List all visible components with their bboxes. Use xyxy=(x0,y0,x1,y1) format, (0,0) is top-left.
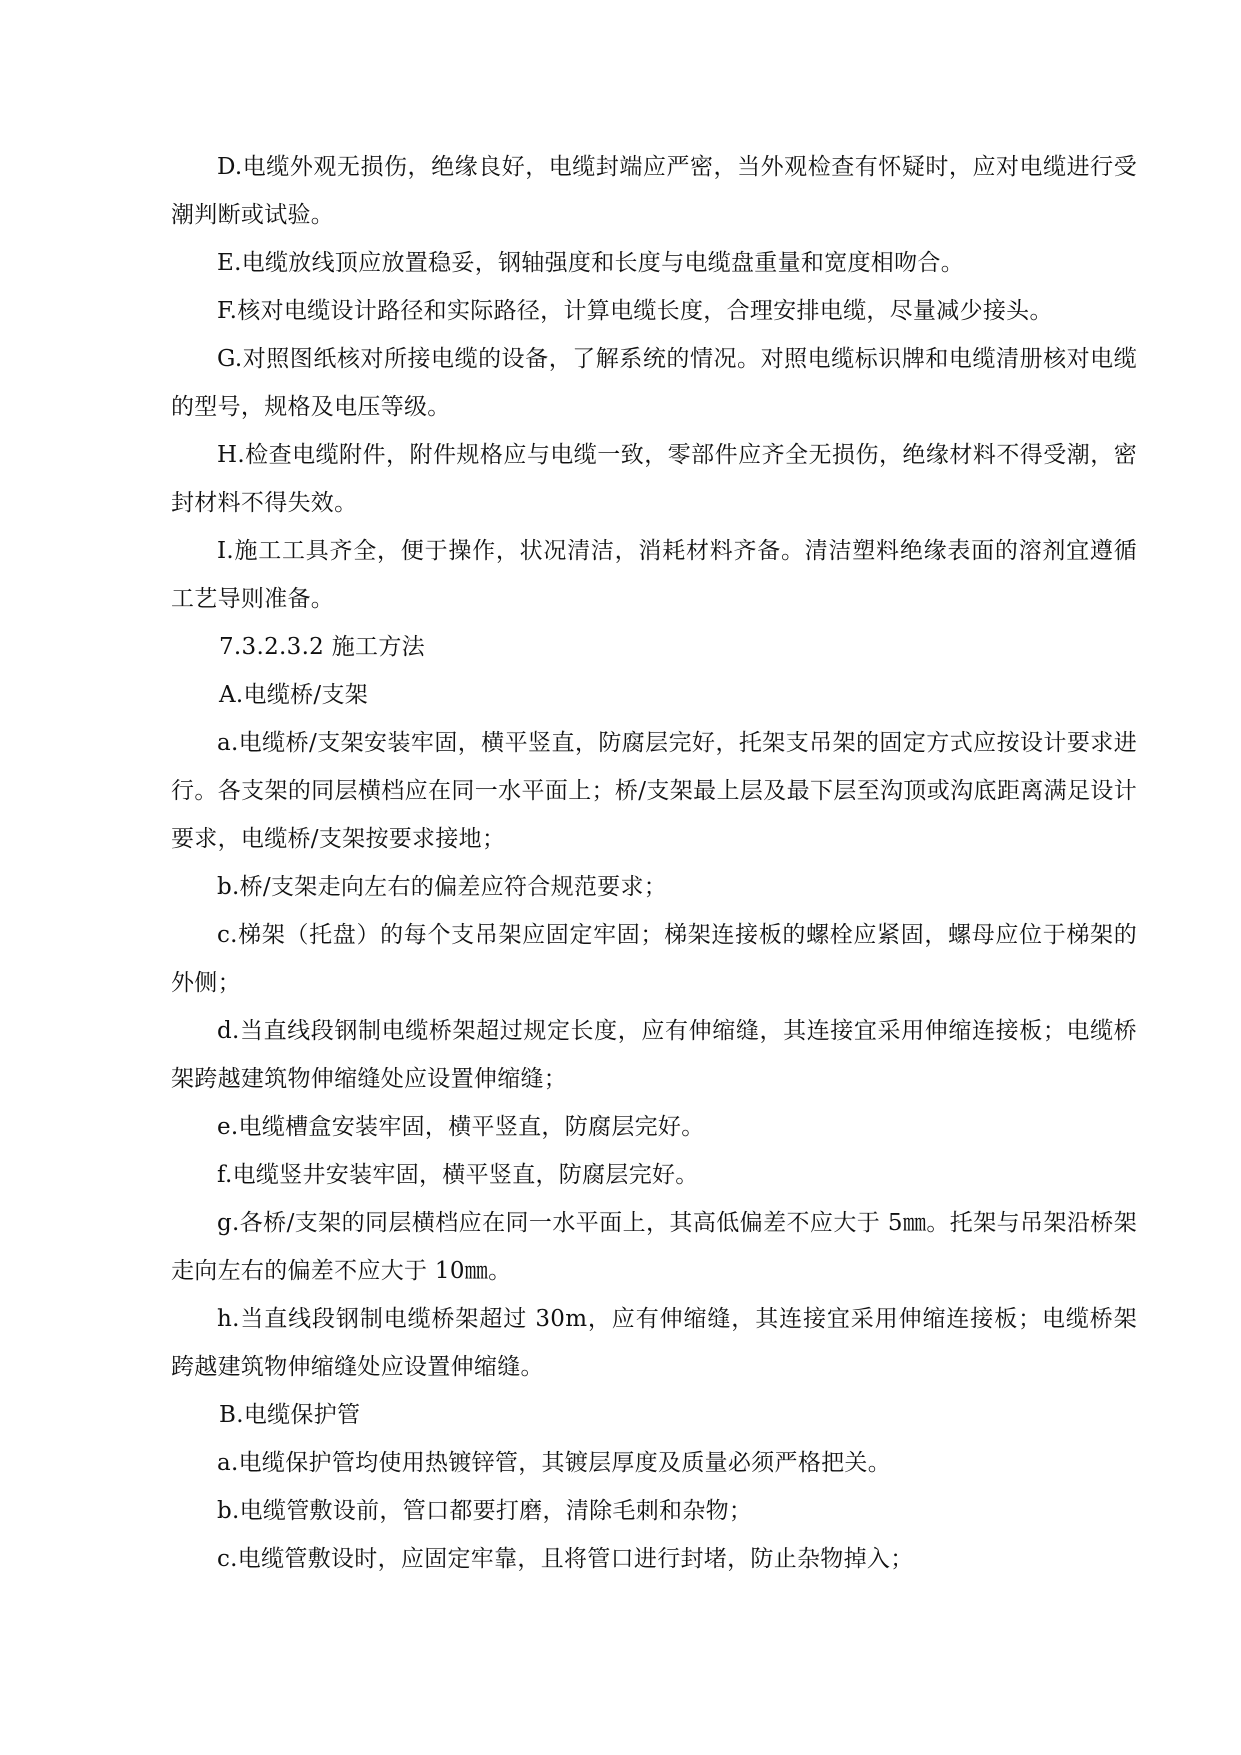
document-body xyxy=(171,143,1137,1583)
paragraph-h: H.检查电缆附件，附件规格应与电缆一致，零部件应齐全无损伤，绝缘材料不得受潮，密封材料不得失效。 xyxy=(171,442,1137,516)
list-item: f.电缆竖井安装牢固，横平竖直，防腐层完好。 xyxy=(217,1162,699,1188)
list-item: g.各桥/支架的同层横档应在同一水平面上，其高低偏差不应大于 5㎜。托架与吊架沿桥架走向左右的偏差不应大于 10㎜。 xyxy=(171,1210,1137,1284)
list-item: a.电缆保护管均使用热镀锌管，其镀层厚度及质量必须严格把关。 xyxy=(217,1450,892,1476)
paragraph-f: F.核对电缆设计路径和实际路径，计算电缆长度，合理安排电缆，尽量减少接头。 xyxy=(217,298,1053,324)
list-item: b.电缆管敷设前，管口都要打磨，清除毛刺和杂物； xyxy=(217,1498,753,1524)
section-title: 7.3.2.3.2 施工方法 xyxy=(219,634,425,660)
paragraph-e: E.电缆放线顶应放置稳妥，钢轴强度和长度与电缆盘重量和宽度相吻合。 xyxy=(217,250,965,276)
subsection-a-title: A.电缆桥/支架 xyxy=(219,682,369,708)
list-item: e.电缆槽盒安装牢固，横平竖直，防腐层完好。 xyxy=(217,1114,705,1140)
paragraph-i: I.施工工具齐全，便于操作，状况清洁，消耗材料齐备。清洁塑料绝缘表面的溶剂宜遵循工艺导则准备。 xyxy=(171,538,1137,612)
list-item: d.当直线段钢制电缆桥架超过规定长度，应有伸缩缝，其连接宜采用伸缩连接板；电缆桥架跨越建筑物伸缩缝处应设置伸缩缝； xyxy=(171,1018,1137,1092)
list-item: h.当直线段钢制电缆桥架超过 30m，应有伸缩缝，其连接宜采用伸缩连接板；电缆桥架跨越建筑物伸缩缝处应设置伸缩缝。 xyxy=(171,1306,1137,1380)
list-item: c.电缆管敷设时，应固定牢靠，且将管口进行封堵，防止杂物掉入； xyxy=(217,1546,914,1572)
list-item: c.梯架（托盘）的每个支吊架应固定牢固；梯架连接板的螺栓应紧固，螺母应位于梯架的外侧； xyxy=(171,922,1137,996)
list-item: a.电缆桥/支架安装牢固，横平竖直，防腐层完好，托架支吊架的固定方式应按设计要求进行。各支架的同层横档应在同一水平面上；桥/支架最上层及最下层至沟顶或沟底距离满足设计要求，电缆桥/支架按要求接地； xyxy=(171,730,1137,852)
paragraph-d: D.电缆外观无损伤，绝缘良好，电缆封端应严密，当外观检查有怀疑时，应对电缆进行受潮判断或试验。 xyxy=(171,154,1137,228)
list-item: b.桥/支架走向左右的偏差应符合规范要求； xyxy=(217,874,668,900)
subsection-b-title: B.电缆保护管 xyxy=(219,1402,361,1428)
paragraph-g: G.对照图纸核对所接电缆的设备，了解系统的情况。对照电缆标识牌和电缆清册核对电缆的型号，规格及电压等级。 xyxy=(171,346,1137,420)
